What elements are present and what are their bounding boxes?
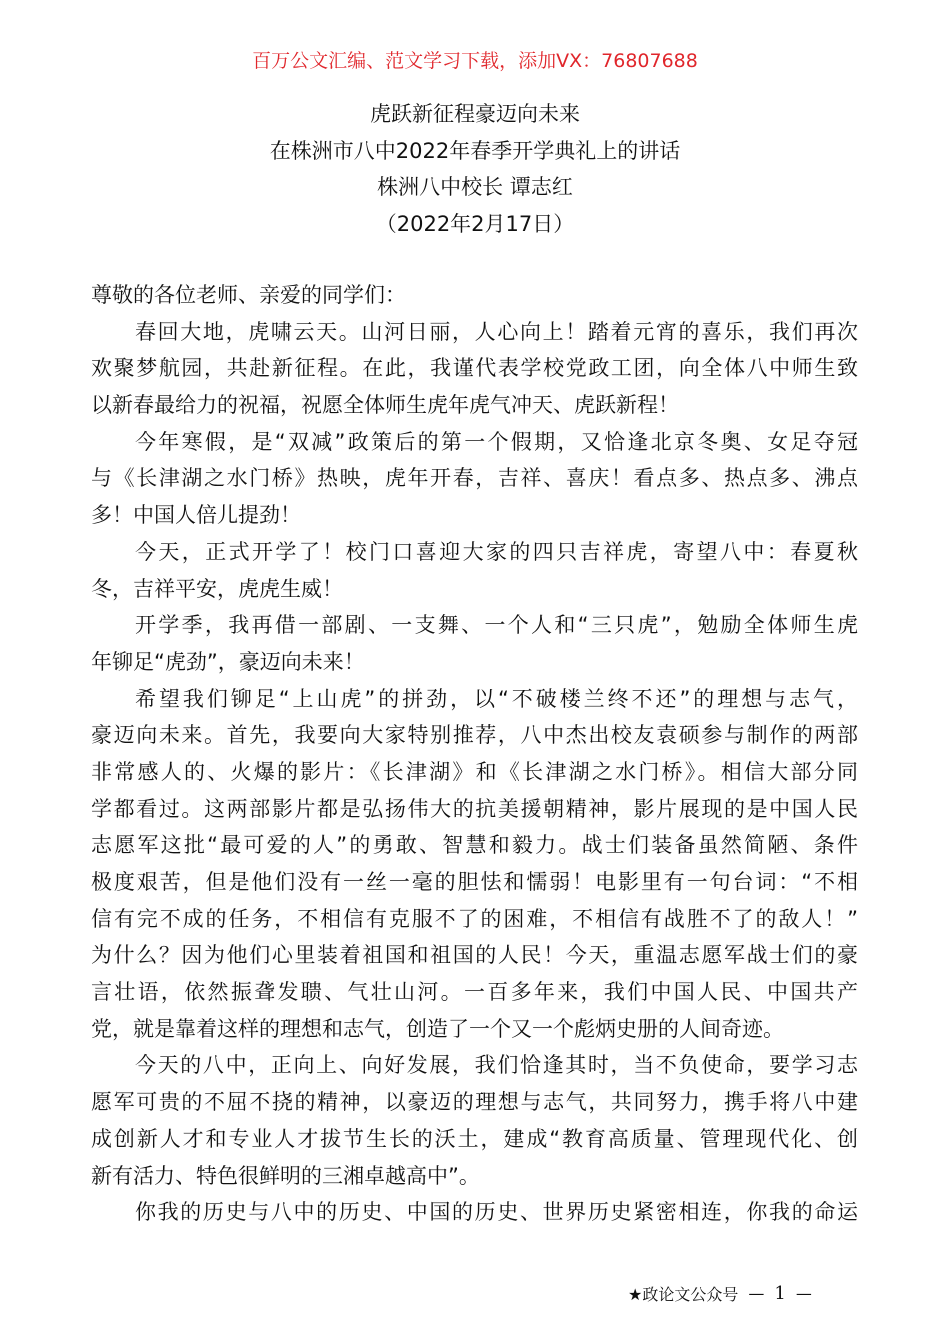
body-text-line: 新有活力、特色很鲜明的三湘卓越高中”。 bbox=[91, 1163, 480, 1188]
body-text-line: 信有完不成的任务，不相信有克服不了的困难，不相信有战胜不了的敌人！” bbox=[91, 906, 858, 931]
body-text-line: 学都看过。这两部影片都是弘扬伟大的抗美援朝精神，影片展现的是中国人民 bbox=[91, 796, 858, 821]
body-text-line: 成创新人才和专业人才拔节生长的沃土，建成“教育高质量、管理现代化、创 bbox=[91, 1126, 858, 1151]
document-date: （2022年2月17日） bbox=[375, 212, 575, 237]
body-text-line: 希望我们铆足“上山虎”的拼劲，以“不破楼兰终不还”的理想与志气， bbox=[135, 686, 858, 711]
watermark-text: 百万公文汇编、范文学习下载，添加VX：76807688 bbox=[252, 50, 698, 72]
document-author: 株洲八中校长 谭志红 bbox=[377, 175, 573, 200]
body-text-line: 今天的八中，正向上、向好发展，我们恰逢其时，当不负使命，要学习志 bbox=[135, 1053, 858, 1078]
body-text-line: 你我的历史与八中的历史、中国的历史、世界历史紧密相连，你我的命运 bbox=[135, 1200, 858, 1225]
body-text-line: 党，就是靠着这样的理想和志气，创造了一个又一个彪炳史册的人间奇迹。 bbox=[91, 1016, 784, 1041]
body-text-line: 多！中国人倍儿提劲！ bbox=[91, 503, 301, 528]
body-text-line: 言壮语，依然振聋发聩、气壮山河。一百多年来，我们中国人民、中国共产 bbox=[91, 980, 858, 1005]
page-number: 1 bbox=[774, 1283, 786, 1304]
body-text-line: 豪迈向未来。首先，我要向大家特别推荐，八中杰出校友袁硕参与制作的两部 bbox=[91, 723, 858, 748]
body-text-line: 年铆足“虎劲”，豪迈向未来！ bbox=[91, 649, 365, 674]
body-text-line: 非常感人的、火爆的影片：《长津湖》和《长津湖之水门桥》。相信大部分同 bbox=[91, 759, 858, 784]
body-text-line: 开学季，我再借一部剧、一支舞、一个人和“三只虎”，勉励全体师生虎 bbox=[135, 613, 858, 638]
document-header bbox=[0, 96, 950, 243]
page-footer bbox=[628, 1282, 812, 1305]
body-text-line: 今年寒假，是“双减”政策后的第一个假期，又恰逢北京冬奥、女足夺冠 bbox=[135, 429, 858, 454]
body-text-line: 欢聚梦航园，共赴新征程。在此，我谨代表学校党政工团，向全体八中师生致 bbox=[91, 356, 858, 381]
body-text-line: 冬，吉祥平安，虎虎生威！ bbox=[91, 576, 343, 601]
body-text-line: 春回大地，虎啸云天。山河日丽，人心向上！踏着元宵的喜乐，我们再次 bbox=[135, 319, 858, 344]
document-subtitle: 在株洲市八中2022年春季开学典礼上的讲话 bbox=[269, 138, 681, 163]
footer-dash-left: — bbox=[748, 1284, 765, 1303]
body-text-line: 极度艰苦，但是他们没有一丝一毫的胆怯和懦弱！电影里有一句台词：“不相 bbox=[91, 870, 858, 894]
body-text-line: 今天，正式开学了！校门口喜迎大家的四只吉祥虎，寄望八中：春夏秋 bbox=[135, 539, 858, 564]
footer-source: ★政论文公众号 bbox=[628, 1285, 739, 1304]
body-text-line: 为什么？因为他们心里装着祖国和祖国的人民！今天，重温志愿军战士们的豪 bbox=[91, 943, 858, 968]
document-body bbox=[91, 277, 858, 1231]
body-text-line: 愿军可贵的不屈不挠的精神，以豪迈的理想与志气，共同努力，携手将八中建 bbox=[91, 1090, 858, 1115]
salutation: 尊敬的各位老师、亲爱的同学们： bbox=[91, 283, 406, 307]
document-title: 虎跃新征程豪迈向未来 bbox=[370, 102, 580, 126]
body-text-line: 以新春最给力的祝福，祝愿全体师生虎年虎气冲天、虎跃新程！ bbox=[91, 393, 679, 418]
body-text-line: 志愿军这批“最可爱的人”的勇敢、智慧和毅力。战士们装备虽然简陋、条件 bbox=[91, 833, 858, 858]
footer-dash-right: — bbox=[795, 1284, 812, 1303]
body-text-line: 与《长津湖之水门桥》热映，虎年开春，吉祥、喜庆！看点多、热点多、沸点 bbox=[91, 466, 858, 491]
